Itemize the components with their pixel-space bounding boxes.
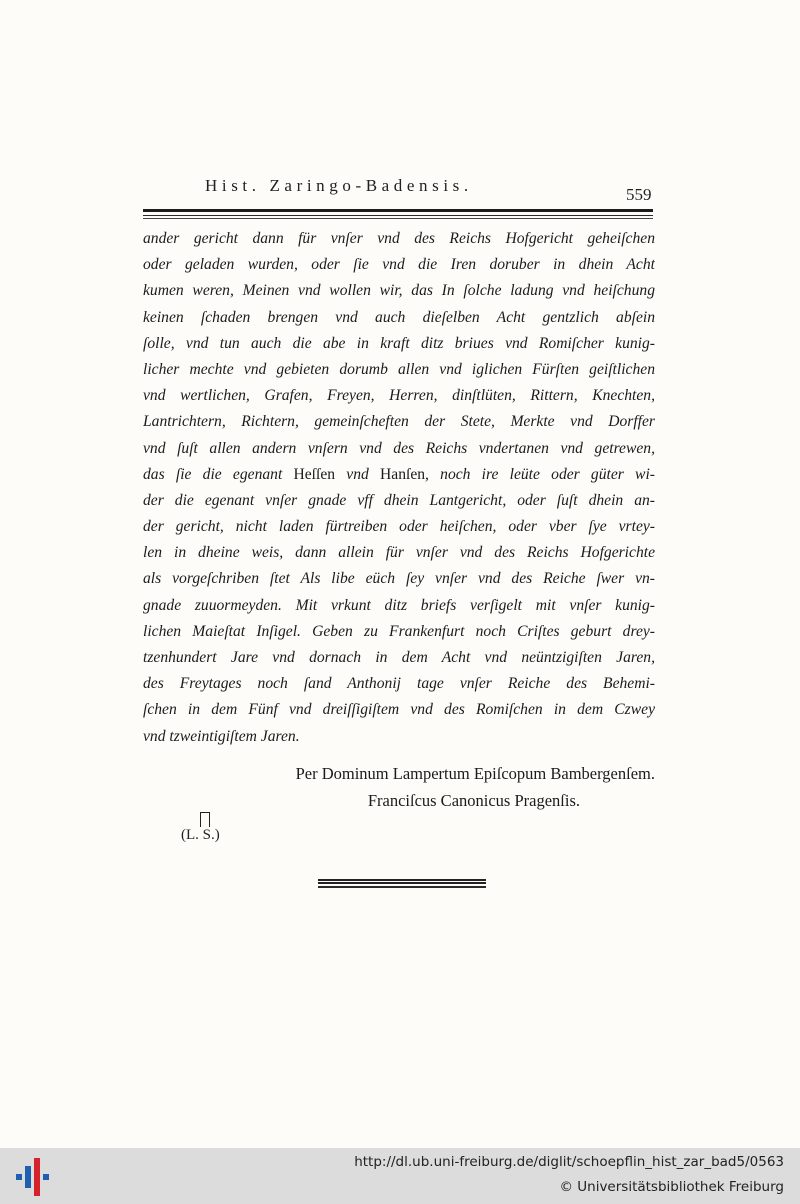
text-line: vnd tzweintigiſtem Jaren. [143, 727, 300, 745]
footer-url-link[interactable]: http://dl.ub.uni-freiburg.de/diglit/schoepflin_hist_zar_bad5/0563 [354, 1154, 784, 1170]
text-line: des Freytages noch ſand Anthonij tage vnſer Reiche des Behemi- [143, 675, 655, 693]
text-line: oder geladen wurden, oder ſie vnd die Iren doruber in dhein Acht [143, 256, 655, 274]
signature-line-2: Franciſcus Canonicus Pragenſis. [367, 791, 580, 810]
text-line: der die egenant vnſer gnade vff dhein Lantgericht, oder ſuſt dhein an- [143, 491, 655, 509]
text-line: ander gericht dann für vnſer vnd des Reichs Hofgericht geheiſchen [143, 230, 655, 247]
text-line: das ſie die egenant Heſſen vnd Hanſen, noch ire leüte oder güter wi- [143, 465, 655, 483]
text-line: tzenhundert Jare vnd dornach in dem Acht vnd neüntzigiſten Jaren, [143, 649, 655, 666]
text-line: der gericht, nicht laden fürtreiben oder heiſchen, oder vber ſye vrtey- [143, 518, 655, 536]
seal-bracket-mark [200, 812, 210, 827]
page-number: 559 [626, 185, 652, 204]
text-line: lichen Maieſtat Inſigel. Geben zu Frankenfurt noch Criſtes geburt drey- [143, 622, 655, 640]
text-line: kumen weren, Meinen vnd wollen wir, das In ſolche ladung vnd heiſchung [143, 282, 655, 300]
header-rule [143, 209, 653, 220]
seal-mark: (L. S.) [181, 827, 220, 843]
footer-copyright: © Universitätsbibliothek Freiburg [559, 1179, 784, 1195]
text-line: ſchen in dem Fünf vnd dreiſſigiſtem vnd des Romiſchen in dem Czwey [143, 701, 655, 719]
text-line: gnade zuuormeyden. Mit vrkunt ditz briefs verſigelt mit vnſer kunig- [143, 596, 655, 614]
footer-bar [0, 1148, 800, 1204]
end-rule [318, 879, 486, 889]
running-head: Hist. Zaringo-Badensis. [205, 176, 473, 195]
text-line: vnd wertlichen, Grafen, Freyen, Herren, dinſtlüten, Rittern, Knechten, [143, 387, 655, 405]
text-line: als vorgeſchriben ſtet Als libe eüch ſey vnſer vnd des Reiche ſwer vn- [143, 570, 655, 588]
text-line: vnd ſuſt allen andern vnſern vnd des Reichs vndertanen vnd getrewen, [143, 439, 655, 457]
ub-freiburg-logo-icon[interactable] [16, 1158, 52, 1196]
text-line: keinen ſchaden brengen vnd auch dieſelben Acht gentzlich abſein [143, 308, 655, 326]
text-line: len in dheine weis, dann allein für vnſer vnd des Reichs Hofgerichte [143, 544, 655, 562]
text-line: Lantrichtern, Richtern, gemeinſcheften der Stete, Merkte vnd Dorffer [143, 413, 655, 431]
text-line: licher mechte vnd gebieten dorumb allen vnd iglichen Fürſten geiſtlichen [143, 360, 655, 378]
text-line: ſolle, vnd tun auch die abe in kraft ditz briues vnd Romiſcher kunig- [143, 334, 655, 352]
body-text [143, 226, 655, 750]
signature-line-1: Per Dominum Lampertum Epiſcopum Bambergenſem. [295, 764, 655, 783]
